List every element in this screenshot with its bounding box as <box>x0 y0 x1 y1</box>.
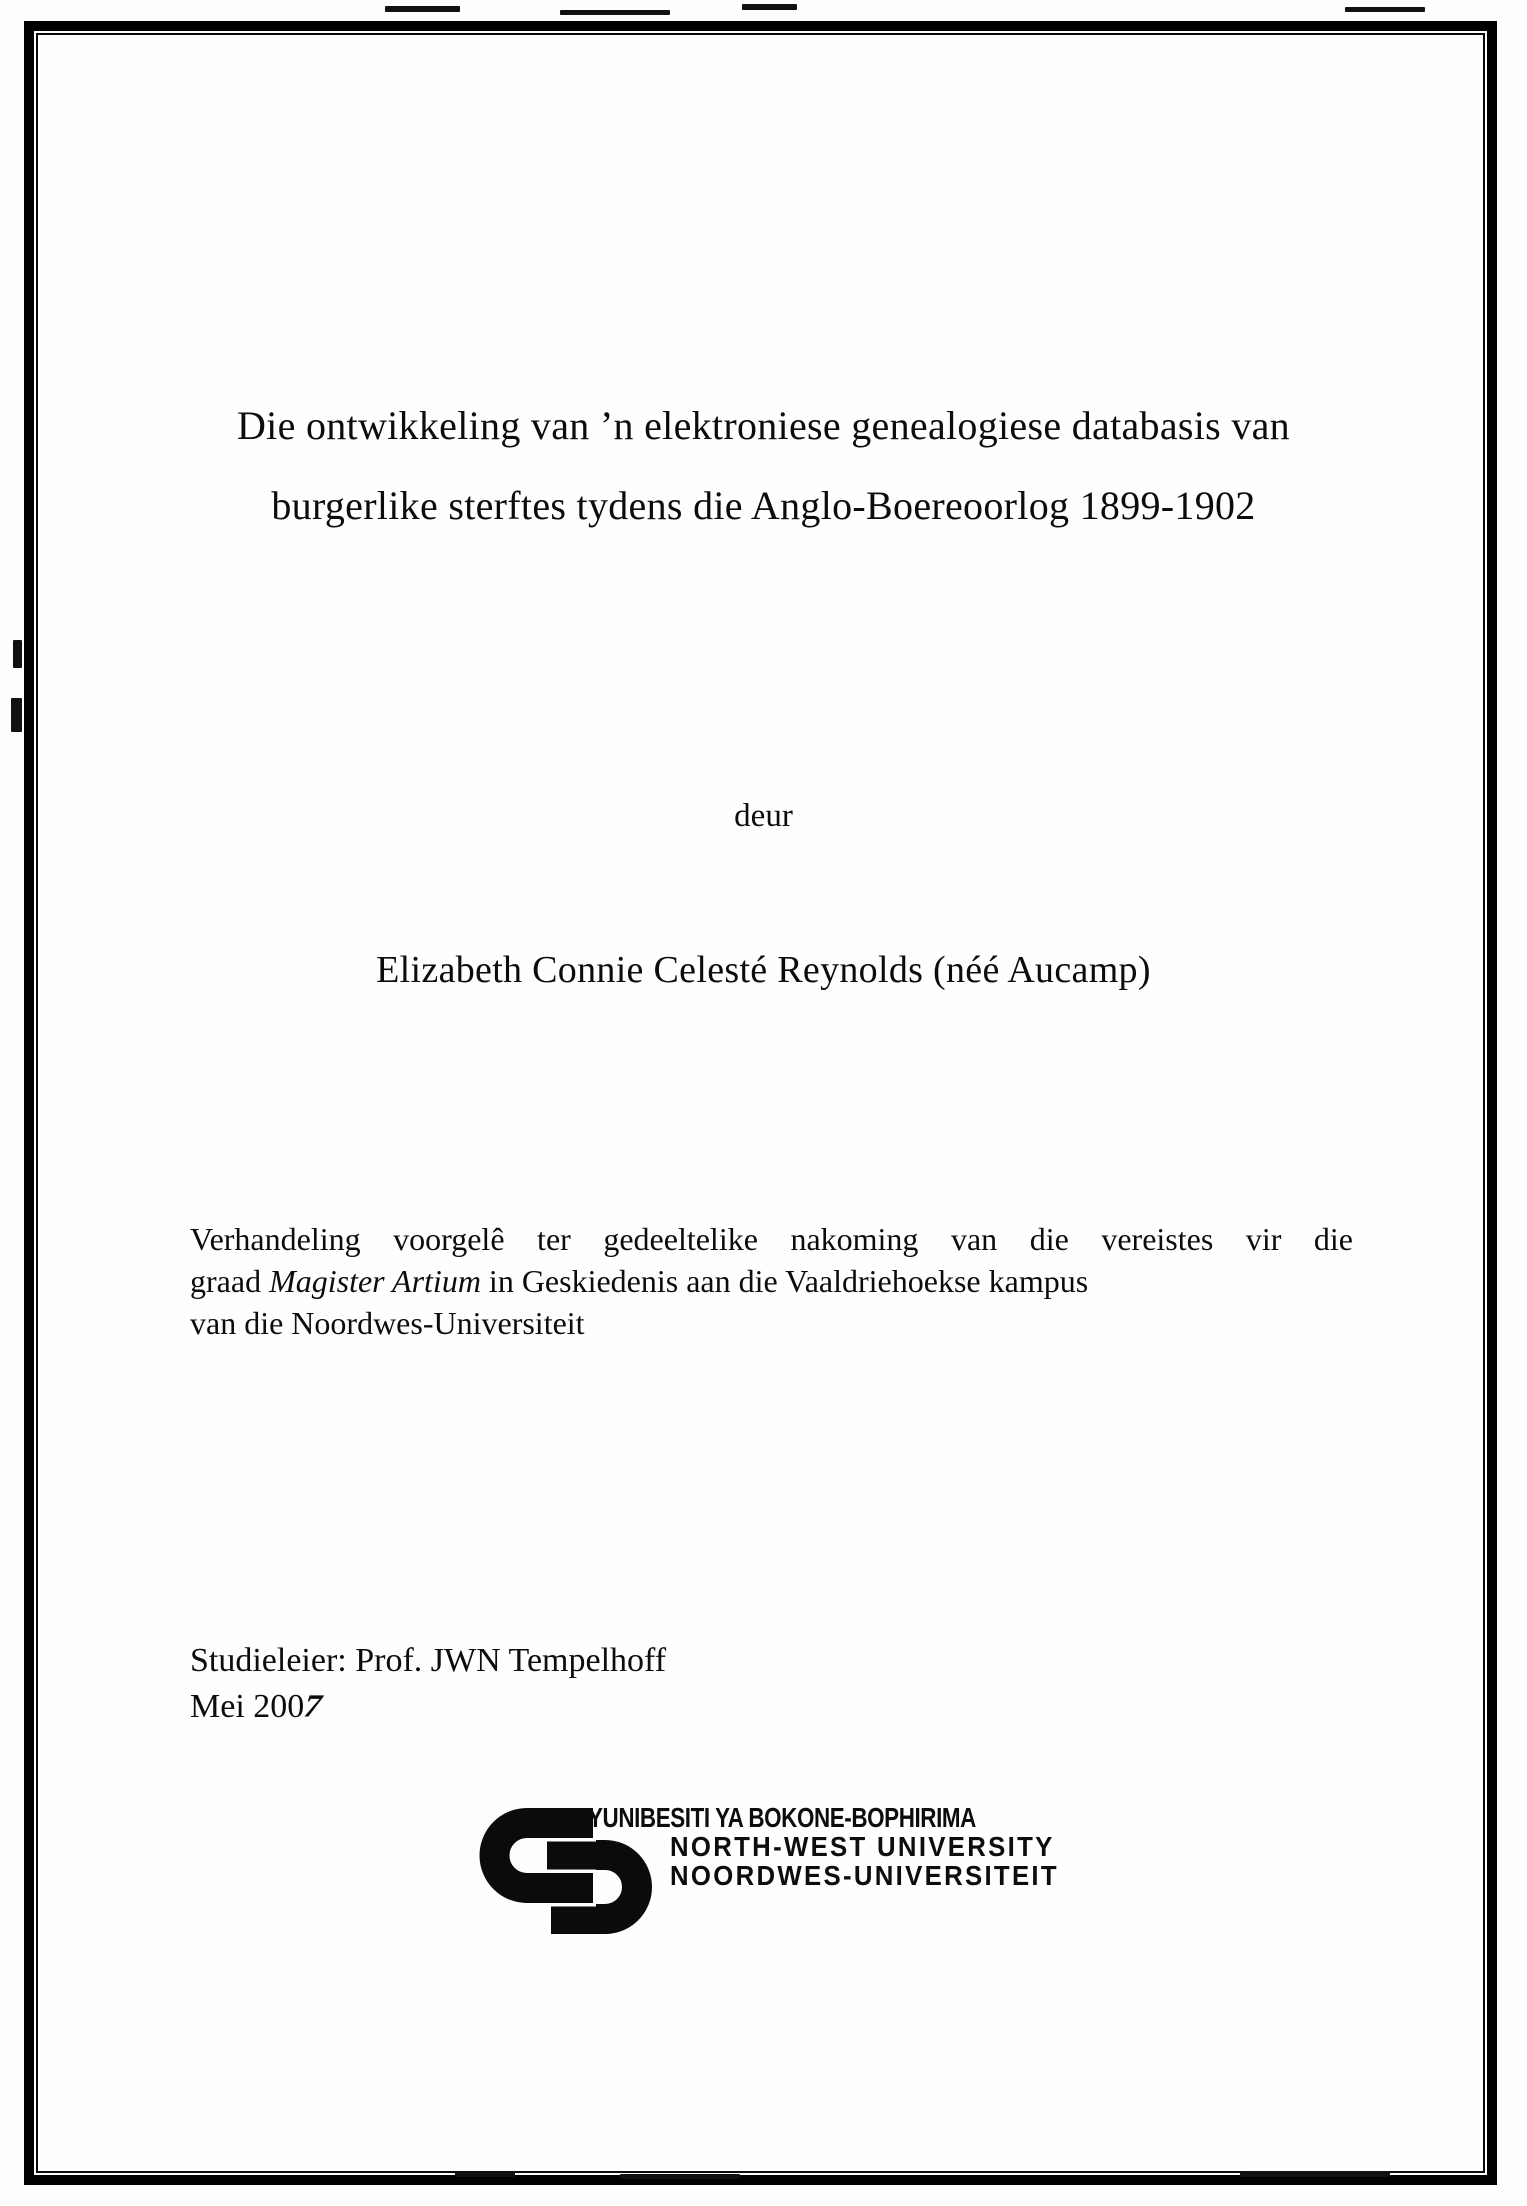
degree-name-italic: Magister Artium <box>269 1263 481 1299</box>
thesis-title-line-2: burgerlike sterftes tydens die Anglo-Boereoorlog 1899-1902 <box>271 483 1256 528</box>
byline-deur: deur <box>734 798 793 834</box>
logo-text-line-2: NORTH-WEST UNIVERSITY <box>670 1831 1055 1862</box>
thesis-statement <box>190 1218 1353 1344</box>
scan-artifact <box>455 2172 515 2177</box>
scan-artifact <box>11 698 22 732</box>
supervisor-and-date <box>190 1638 666 1730</box>
scan-artifact <box>560 10 670 15</box>
logo-text-line-3: NOORDWES-UNIVERSITEIT <box>670 1860 1059 1891</box>
statement-line-2-prefix: graad <box>190 1263 270 1299</box>
scan-artifact <box>385 6 460 12</box>
statement-line-3: van die Noordwes-Universiteit <box>190 1305 585 1341</box>
scan-artifact <box>742 4 797 10</box>
scan-artifact <box>1240 2171 1390 2177</box>
statement-line-2-suffix: in Geskiedenis aan die Vaaldriehoekse kampus <box>480 1263 1089 1299</box>
university-logo <box>475 1800 1175 1940</box>
statement-line-1: Verhandeling voorgelê ter gedeeltelike nakoming van die vereistes vir die <box>190 1221 1353 1257</box>
supervisor-line: Studieleier: Prof. JWN Tempelhoff <box>190 1642 667 1679</box>
university-logo-text <box>588 1803 1093 1890</box>
scan-artifact <box>13 640 22 668</box>
date-prefix: Mei 200 <box>190 1688 305 1725</box>
thesis-title-line-1: Die ontwikkeling van ’n elektroniese genealogiese databasis van <box>236 403 1290 448</box>
scan-artifact <box>620 2174 740 2179</box>
statement-line-2 <box>190 1260 1353 1302</box>
scan-artifact <box>1345 7 1425 12</box>
date-line <box>190 1684 666 1730</box>
date-last-digit: 7 <box>298 1688 328 1725</box>
logo-text-line-1: YUNIBESITI YA BOKONE-BOPHIRIMA <box>588 1802 976 1833</box>
author-name: Elizabeth Connie Celesté Reynolds (néé Aucamp) <box>376 949 1151 991</box>
